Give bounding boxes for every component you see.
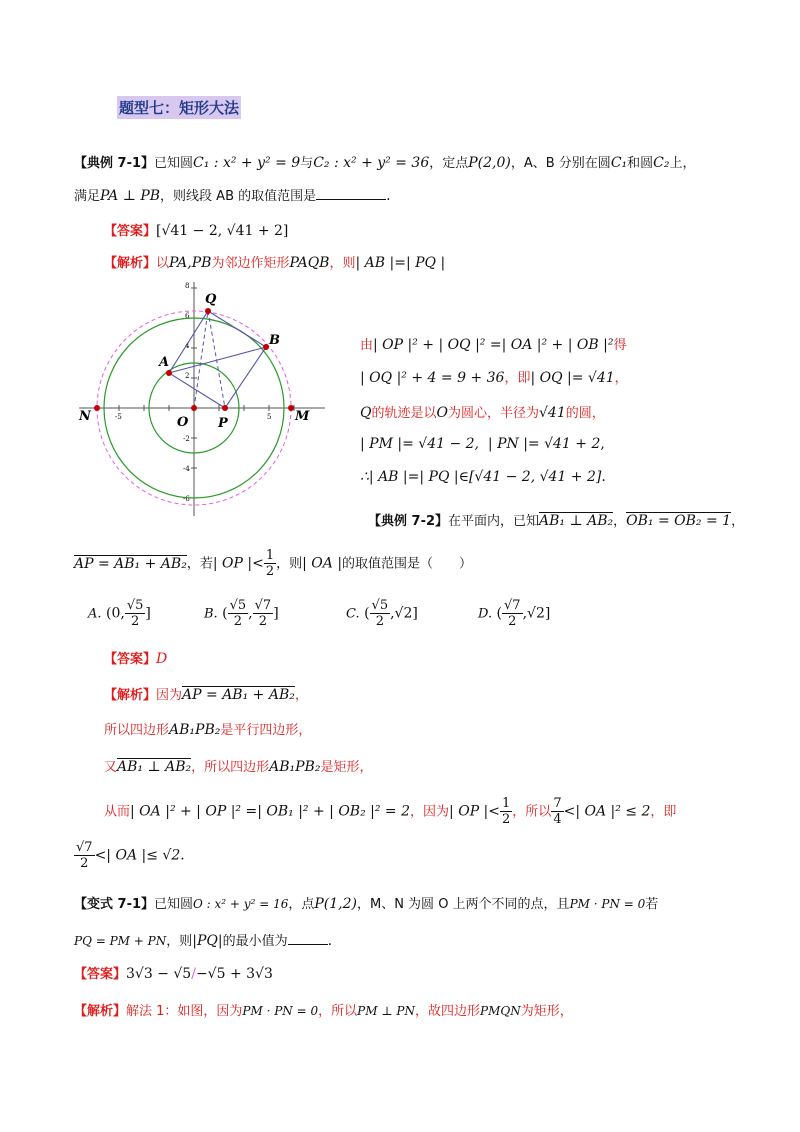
text: 解法 1：如图，因为 [126,1004,243,1019]
math: O : x² + y² = 16 [193,897,289,911]
fraction [228,598,249,629]
answer-label: 【答案】 [104,224,157,239]
circle-figure [75,278,330,520]
math: ,√2] [522,605,551,622]
solution-7-2-line3 [104,756,372,775]
math: C₂ [653,155,670,171]
example-7-2-line1 [368,510,744,529]
example-tag: 【变式 7-1】 [74,897,155,912]
text: ，A、B 分别在圆 [510,156,611,171]
answer-value: 3√3 − √5 [126,966,192,982]
answer-blank [316,187,386,200]
text: ，若 [186,556,213,572]
text: , [600,436,605,452]
math: ∴| AB |=| PQ |∈[√41 − 2, √41 + 2] [360,469,602,485]
answer-blank [288,932,328,945]
x-tick-label: -5 [115,413,122,421]
option-b[interactable] [204,598,279,629]
text: 为邻边作矩形 [211,256,290,271]
math: | OP |² + | OQ |² =| OA |² + | OB |² [373,337,614,353]
solution-7-2-line1 [104,684,308,703]
option-letter: B. [204,606,218,622]
point-a [166,370,172,376]
text: 上， [669,156,696,171]
label-b: B [269,333,280,348]
math: √41 [539,405,566,421]
text: 已知圆 [154,897,194,912]
answer-7-3 [74,963,273,982]
math: | PM |= √41 − 2, [360,436,479,452]
math: <| OA |≤ √2. [94,847,185,864]
fraction [253,598,274,629]
denominator: 4 [553,812,562,827]
math: PMQN [480,1004,521,1018]
math-p: P(2,0) [468,155,511,171]
point-q [205,308,211,314]
answer-value: D [156,651,168,667]
option-letter: A. [88,606,102,622]
text: 在平面内，已知 [448,514,540,529]
example-7-2-line2 [74,548,472,579]
text: 又 [104,760,118,775]
y-tick-label: -2 [183,435,190,443]
solution-7-1-r3 [360,402,605,421]
text: ，所以四边形 [191,760,270,775]
denominator: 2 [502,812,511,827]
math: |PQ| [192,933,223,949]
point-o [191,405,197,411]
solution-7-2-line4 [104,796,676,827]
numerator: √7 [254,598,272,613]
text: 以 [156,256,170,271]
math-c1: C₁ : x² + y² = 9 [193,155,301,171]
solution-7-1-r5 [360,469,606,485]
text: 为矩形， [520,1004,573,1019]
fraction [125,598,146,629]
solution-7-1-r2 [360,367,628,386]
point-n [94,405,100,411]
y-tick-label: 6 [185,312,190,320]
answer-label: 【答案】 [74,967,127,982]
text: ，故四边形 [415,1004,481,1019]
denominator: 2 [130,614,140,629]
math: P(1,2) [314,896,357,912]
solution-label: 【解析】 [104,256,157,271]
text: ，则 [166,934,193,949]
text: 和圆 [627,156,654,171]
math: | PN |= √41 + 2 [487,436,601,452]
solution-7-1-line1 [104,252,445,271]
math: Q [360,405,372,421]
text: 的圆， [565,406,605,421]
denominator: 2 [508,614,517,629]
text: ，则 [329,256,356,271]
answer-7-1 [104,220,288,239]
text: ， [731,514,745,529]
text: ， [294,688,308,703]
math: ] [145,605,151,622]
example-7-1-line2 [74,185,391,204]
text: ，即 [650,804,677,820]
text: 所以四边形 [104,723,170,738]
fraction [500,796,512,827]
numerator: 1 [502,796,511,811]
math: ,√2] [390,605,418,622]
text: 的最小值为 [222,934,288,949]
y-tick-label: 2 [185,372,190,380]
fraction [551,796,563,827]
text: ，点 [288,897,315,912]
segment-pq [208,311,225,408]
text: 是矩形， [320,760,373,775]
x-tick-label: 5 [267,413,272,421]
math: AB₁PB₂ [269,759,321,775]
label-a: A [159,355,170,370]
text: . [601,469,606,485]
label-m: M [295,409,310,424]
y-tick-label: -6 [183,495,190,503]
point-m [288,405,294,411]
text: 从而 [104,804,131,820]
text: 的取值范围是（ ） [342,556,473,572]
text: ， [613,514,627,529]
label-q: Q [205,292,217,307]
math: O [436,405,448,421]
solution-7-2-line2 [104,719,311,738]
option-c[interactable] [346,598,418,629]
text: . [327,933,333,949]
fraction [370,598,391,629]
point-p [222,405,228,411]
option-letter: C. [346,606,360,622]
math: ] [273,605,279,622]
numerator: √5 [371,598,389,613]
math: OB₁ = OB₂ = 1 [626,513,732,529]
denominator: 2 [258,614,268,629]
math: | OA | [302,555,343,572]
math: ( [496,605,503,622]
fraction [502,598,523,629]
text: ，定点 [429,156,469,171]
math: ( [364,605,370,622]
math: PM · PN = 0 [242,1004,319,1018]
text: ， [614,371,628,386]
math: (0, [105,605,125,622]
math: AB₁PB₂ [169,722,221,738]
label-p: P [218,416,228,431]
math-perp: PA ⊥ PB [100,188,161,204]
math: PM · PN = 0 [569,897,646,911]
text: 因为 [156,688,183,703]
variant-7-1-line1 [74,893,658,912]
separator: / [191,966,196,982]
text: ，M、N 为圆 O 上两个不同的点，且 [356,897,570,912]
math-c2: C₂ : x² + y² = 36 [313,155,430,171]
option-letter: D. [478,606,493,622]
solution-7-1-r1 [360,334,626,353]
text: 得 [613,338,627,353]
section-title: 题型七：矩形大法 [117,96,241,119]
math: PM ⊥ PN [357,1004,415,1018]
text: 若 [645,897,659,912]
numerator: 1 [265,548,275,563]
label-n: N [79,409,91,424]
y-tick-label: 4 [185,342,190,350]
math: AB₁ ⊥ AB₂ [539,513,614,529]
answer-value: [√41 − 2, √41 + 2] [156,223,289,239]
numerator: √5 [229,598,247,613]
denominator: 2 [233,614,243,629]
solution-label: 【解析】 [74,1004,127,1019]
text: 的轨迹是以 [371,406,437,421]
numerator: √7 [76,840,93,855]
numerator: √7 [504,598,521,613]
math: <| OA |² ≤ 2 [563,803,651,820]
option-a[interactable] [88,598,151,629]
text: 为圆心，半径为 [447,406,539,421]
math: AP = AB₁ + AB₂ [74,555,187,572]
math: | OQ |= √41 [530,370,615,386]
fraction [74,840,95,871]
math: | OA |² + | OP |² =| OB₁ |² + | OB₂ |² = 2 [130,803,411,820]
text: ，所以 [318,1004,358,1019]
math: ( [222,605,228,622]
solution-label: 【解析】 [104,688,157,703]
example-tag: 【典例 7-1】 [74,156,155,171]
text: ，即 [504,371,531,386]
math: AP = AB₁ + AB₂ [182,687,295,703]
math: | OQ |² + 4 = 9 + 36 [360,370,505,386]
text: 与 [300,156,314,171]
label-o: O [177,415,189,430]
denominator: 2 [375,614,384,629]
solution-7-1-r4 [360,436,605,452]
text: 是平行四边形， [220,723,312,738]
math: PQ = PM + PN [74,934,167,948]
math: PAQB [289,255,330,271]
answer-label: 【答案】 [104,652,157,667]
math: C₁ [610,155,628,171]
math: | OP |< [449,803,501,820]
variant-7-1-line2 [74,930,332,949]
answer-value: −√5 + 3√3 [195,966,273,982]
y-tick-label: -4 [183,465,190,473]
text: ，则线段 AB 的取值范围是 [160,189,317,204]
math: AB₁ ⊥ AB₂ [117,759,192,775]
solution-7-2-line5 [74,840,185,871]
fraction [264,548,276,579]
text: ，所以 [512,804,552,820]
denominator: 2 [80,856,89,871]
text: ，因为 [410,804,450,820]
numerator: √5 [126,598,144,613]
example-tag: 【典例 7-2】 [368,514,449,529]
solution-7-3-line1 [74,1000,573,1019]
math: | OP |< [212,555,264,572]
text: 满足 [74,189,101,204]
denominator: 2 [265,564,275,579]
text: . [386,188,391,204]
text: 由 [360,338,374,353]
answer-7-2 [104,648,167,667]
example-7-1-line1 [74,152,696,171]
numerator: 7 [553,796,562,811]
option-d[interactable] [478,598,550,629]
text: 已知圆 [154,156,194,171]
y-tick-label: 8 [185,282,190,290]
text: ，则 [276,556,303,572]
math: , [248,605,253,622]
math: PA,PB [169,255,212,271]
math: | AB |=| PQ | [355,255,446,271]
